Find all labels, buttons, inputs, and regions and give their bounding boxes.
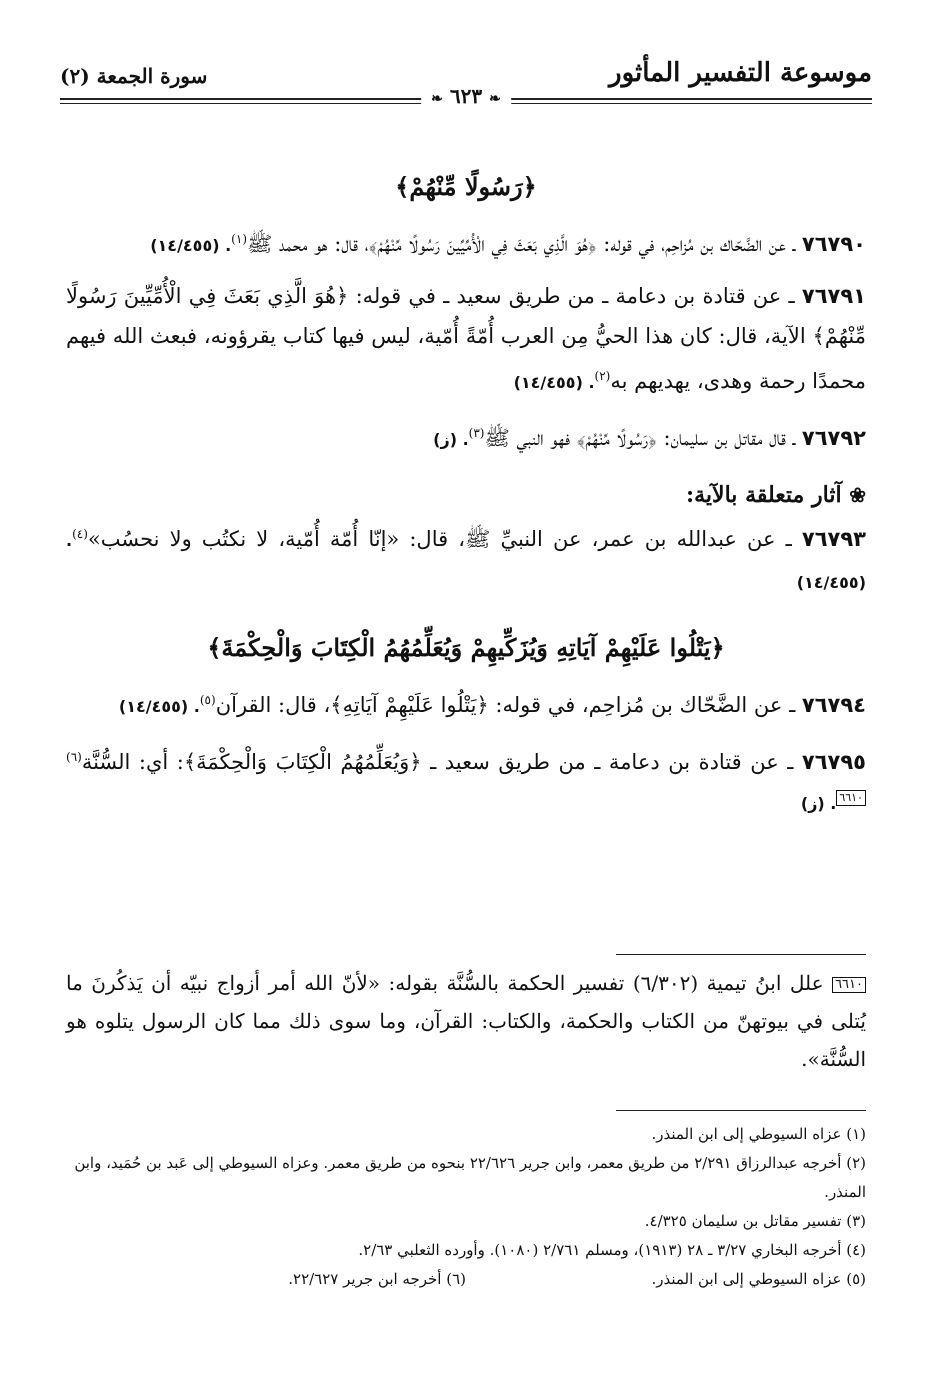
- footnote: (٣) تفسير مقاتل بن سليمان ٤/٣٢٥.: [644, 1212, 866, 1230]
- entry-text: ـ عن الضَّحّاك بن مُزاحِم، في قوله: ﴿هُوَ الَّذِي بَعَثَ فِي الْأُمِّيِّينَ رَسُولًا مِّنْهُمْ﴾، قال: هو محمد ﷺ: [247, 232, 796, 256]
- page-number-block: [421, 84, 511, 108]
- footnote: (١) عزاه السيوطي إلى ابن المنذر.: [651, 1125, 866, 1143]
- entry-number: ٧٦٧٩٠: [801, 232, 866, 256]
- surah-name: سورة الجمعة (٢): [60, 64, 208, 88]
- footnote: (٥) عزاه السيوطي إلى ابن المنذر.: [651, 1270, 866, 1288]
- page-header: [60, 58, 872, 118]
- verse-heading: ﴿رَسُولًا مِّنْهُمْ﴾: [395, 172, 537, 201]
- entry-number: ٧٦٧٩٥: [801, 750, 866, 774]
- footnotes: [66, 1120, 866, 1294]
- tafsir-entry: [66, 737, 866, 824]
- footnote: (٦) أخرجه ابن جرير ٢٢/٦٢٧.: [288, 1270, 466, 1288]
- entry-text: ـ عن الضَّحّاك بن مُزاحِم، في قوله: ﴿يَتْلُوا عَلَيْهِمْ آيَاتِهِ﴾، قال: القرآن: [215, 693, 796, 717]
- entry-number: ٧٦٧٩٢: [801, 426, 866, 450]
- footnote-row: [66, 1265, 866, 1294]
- entry-number: ٧٦٧٩٤: [801, 693, 866, 717]
- page-number: ٦٢٣: [449, 84, 483, 108]
- entry-reference: . (ز): [433, 430, 469, 449]
- tafsir-entry: [66, 514, 866, 603]
- note-text: علل ابنُ تيمية (٦/٣٠٢) تفسير الحكمة بالسُّنَّة بقوله: «لأنّ الله أمر أزواج نبيّه أن يَذكُرنَ ما يُتلى في بيوتهنّ من الكتاب والحكمة، والكتاب: القرآن، وما سوى ذلك مما كان الرسول يتلوه هو السُّنَّة».: [66, 971, 866, 1071]
- footnote-marker: (٢): [594, 369, 611, 383]
- footnote-marker: (١): [231, 232, 247, 246]
- commentary-note: [66, 964, 866, 1078]
- footnote-separator: [616, 1110, 866, 1111]
- tafsir-entry: [66, 680, 866, 727]
- entry-text: ـ عن قتادة بن دعامة ـ من طريق سعيد ـ في قوله: ﴿هُوَ الَّذِي بَعَثَ فِي الْأُمِّيِّينَ رَسُولًا مِّنْهُمْ﴾ الآية، قال: كان هذا الحيُّ مِن العرب أُمّةً أُمّية، ليس فيها كتاب يقرؤونه، فبعث الله فيهم محمدًا رحمة وهدى، يهديهم به: [66, 284, 866, 393]
- entry-text: ـ عن عبدالله بن عمر، عن النبيِّ ﷺ، قال: «إنّا أُمّة أُمّية، لا نكتُب ولا نحسُب»: [87, 527, 792, 551]
- flower-icon: ❀: [849, 483, 866, 507]
- footnote-marker: (٥): [199, 693, 216, 707]
- book-title: موسوعة التفسير المأثور: [609, 58, 872, 88]
- verse-heading: ﴿يَتْلُوا عَلَيْهِمْ آيَاتِهِ وَيُزَكِّيهِمْ وَيُعَلِّمُهُمُ الْكِتَابَ وَالْحِكْمَةَ﴾: [207, 633, 725, 662]
- entry-number: ٧٦٧٩٣: [801, 527, 866, 551]
- tafsir-entry: [66, 276, 866, 403]
- tafsir-entry: [66, 413, 866, 460]
- entry-text: ـ قال مقاتل بن سليمان: ﴿رَسُولًا مِّنْهُمْ﴾ فهو النبي ﷺ: [484, 426, 796, 450]
- main-content: [66, 160, 866, 834]
- tafsir-entry: [66, 219, 866, 266]
- ornament-icon: ❧: [489, 91, 501, 107]
- entry-reference: . (١٤/٤٥٥): [66, 531, 866, 592]
- entry-reference: . (١٤/٤٥٥): [118, 697, 200, 716]
- related-athar-title: [66, 482, 866, 508]
- note-number-box: ٦٦١٠: [832, 977, 866, 993]
- footnote-marker: (٣): [468, 426, 485, 440]
- entry-reference: . (ز): [800, 794, 837, 813]
- ornament-icon: ❧: [431, 91, 443, 107]
- entry-reference: . (١٤/٤٥٥): [513, 373, 595, 392]
- footnote: (٢) أخرجه عبدالرزاق ٢/٢٩١ من طريق معمر، وابن جرير ٢٢/٦٢٦ بنحوه من طريق معمر. وعزاه السيوطي إلى عَبد بن حُمَيد، وابن المنذر.: [74, 1154, 866, 1201]
- entry-text: ـ عن قتادة بن دعامة ـ من طريق سعيد ـ ﴿وَيُعَلِّمُهُمُ الْكِتَابَ وَالْحِكْمَةَ﴾: أي: السُّنَّة: [81, 750, 794, 774]
- note-separator: [616, 954, 866, 955]
- note-link-box[interactable]: ٦٦١٠: [836, 790, 866, 806]
- footnote: (٤) أخرجه البخاري ٣/٢٧ ـ ٢٨ (١٩١٣)، ومسلم ٢/٧٦١ (١٠٨٠). وأورده الثعلبي ٢/٦٣.: [358, 1241, 866, 1259]
- entry-reference: . (١٤/٤٥٥): [150, 236, 232, 255]
- entry-number: ٧٦٧٩١: [801, 284, 866, 308]
- footnote-marker: (٦): [66, 750, 82, 764]
- footnote-marker: (٤): [72, 527, 88, 541]
- section-title-text: آثار متعلقة بالآية:: [686, 482, 842, 508]
